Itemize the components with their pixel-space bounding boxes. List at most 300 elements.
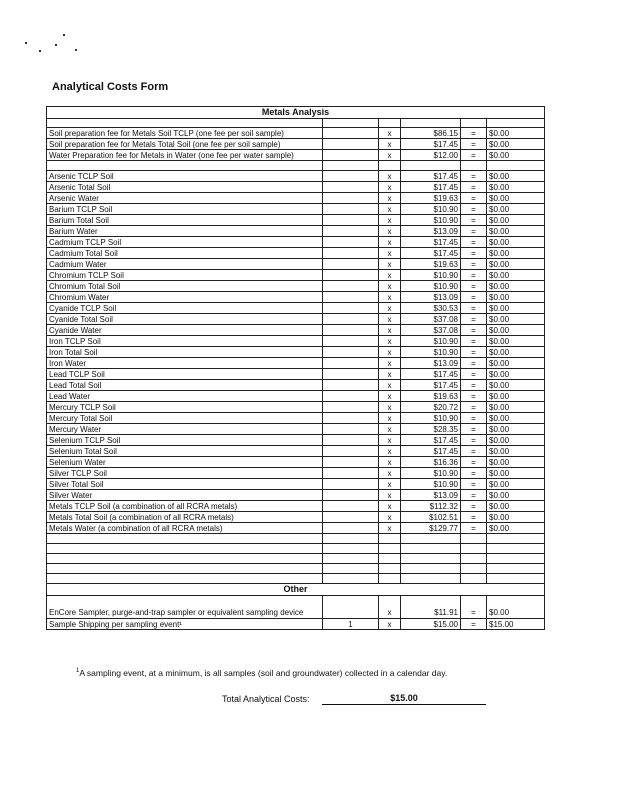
- equals-sign: =: [461, 435, 487, 446]
- quantity-cell: [323, 270, 379, 281]
- empty-cell: [401, 564, 461, 574]
- equals-sign: =: [461, 523, 487, 534]
- description-cell: Soil preparation fee for Metals Soil TCLP (one fee per soil sample): [47, 128, 323, 139]
- unit-price-cell: $10.90: [401, 413, 461, 424]
- empty-cell: [487, 161, 545, 171]
- line-total-cell: $0.00: [487, 391, 545, 402]
- quantity-cell: [323, 259, 379, 270]
- quantity-cell: [323, 490, 379, 501]
- line-total-cell: $0.00: [487, 446, 545, 457]
- multiply-sign: x: [379, 215, 401, 226]
- multiply-sign: x: [379, 391, 401, 402]
- quantity-cell: [323, 281, 379, 292]
- equals-sign: =: [461, 150, 487, 161]
- table-row: [47, 204, 545, 215]
- unit-price-cell: $10.90: [401, 204, 461, 215]
- equals-sign: =: [461, 182, 487, 193]
- empty-cell: [379, 544, 401, 554]
- unit-price-cell: $28.35: [401, 424, 461, 435]
- unit-price-cell: $10.90: [401, 468, 461, 479]
- quantity-cell: [323, 479, 379, 490]
- blank-row: [47, 564, 545, 574]
- unit-price-cell: $112.32: [401, 501, 461, 512]
- line-total-cell: $0.00: [487, 347, 545, 358]
- multiply-sign: x: [379, 150, 401, 161]
- description-cell: Silver Total Soil: [47, 479, 323, 490]
- equals-sign: =: [461, 413, 487, 424]
- multiply-sign: x: [379, 314, 401, 325]
- quantity-cell: [323, 369, 379, 380]
- line-total-cell: $0.00: [487, 193, 545, 204]
- table-row: [47, 446, 545, 457]
- multiply-sign: x: [379, 468, 401, 479]
- line-total-cell: $0.00: [487, 490, 545, 501]
- quantity-cell: [323, 413, 379, 424]
- line-total-cell: $15.00: [487, 619, 545, 630]
- table-row: [47, 281, 545, 292]
- empty-cell: [323, 544, 379, 554]
- equals-sign: =: [461, 446, 487, 457]
- description-cell: Sample Shipping per sampling event¹: [47, 619, 323, 630]
- line-total-cell: $0.00: [487, 424, 545, 435]
- empty-cell: [461, 554, 487, 564]
- analytical-costs-table: [46, 106, 545, 630]
- unit-price-cell: $11.91: [401, 596, 461, 619]
- blank-row: [47, 574, 545, 584]
- equals-sign: =: [461, 402, 487, 413]
- quantity-cell: [323, 204, 379, 215]
- description-cell: Cadmium Water: [47, 259, 323, 270]
- description-cell: Silver TCLP Soil: [47, 468, 323, 479]
- equals-sign: =: [461, 424, 487, 435]
- description-cell: Cyanide TCLP Soil: [47, 303, 323, 314]
- table-row: [47, 490, 545, 501]
- footnote-mark: 1: [76, 668, 80, 675]
- quantity-cell: [323, 193, 379, 204]
- quantity-cell: [323, 139, 379, 150]
- blank-row: [47, 544, 545, 554]
- empty-cell: [401, 534, 461, 544]
- line-total-cell: $0.00: [487, 270, 545, 281]
- empty-cell: [379, 554, 401, 564]
- multiply-sign: x: [379, 435, 401, 446]
- equals-sign: =: [461, 358, 487, 369]
- line-total-cell: $0.00: [487, 358, 545, 369]
- table-row: [47, 435, 545, 446]
- multiply-sign: x: [379, 139, 401, 150]
- description-cell: Lead TCLP Soil: [47, 369, 323, 380]
- line-total-cell: $0.00: [487, 435, 545, 446]
- unit-price-cell: $17.45: [401, 237, 461, 248]
- equals-sign: =: [461, 292, 487, 303]
- unit-price-cell: $10.90: [401, 336, 461, 347]
- unit-price-cell: $17.45: [401, 171, 461, 182]
- line-total-cell: $0.00: [487, 596, 545, 619]
- unit-price-cell: $86.15: [401, 128, 461, 139]
- line-total-cell: $0.00: [487, 215, 545, 226]
- unit-price-cell: $10.90: [401, 215, 461, 226]
- line-total-cell: $0.00: [487, 303, 545, 314]
- footnote-text: A sampling event, at a minimum, is all samples (soil and groundwater) collected in a calendar day.: [79, 668, 448, 678]
- unit-price-cell: $102.51: [401, 512, 461, 523]
- quantity-cell: [323, 150, 379, 161]
- table-body: [47, 107, 545, 630]
- multiply-sign: x: [379, 259, 401, 270]
- table-row: [47, 314, 545, 325]
- line-total-cell: $0.00: [487, 182, 545, 193]
- line-total-cell: $0.00: [487, 128, 545, 139]
- description-cell: Arsenic Total Soil: [47, 182, 323, 193]
- empty-cell: [461, 574, 487, 584]
- table-row: [47, 193, 545, 204]
- equals-sign: =: [461, 512, 487, 523]
- equals-sign: =: [461, 369, 487, 380]
- equals-sign: =: [461, 303, 487, 314]
- description-cell: Metals Total Soil (a combination of all RCRA metals): [47, 512, 323, 523]
- table-row: [47, 402, 545, 413]
- quantity-cell: [323, 446, 379, 457]
- table-row: [47, 347, 545, 358]
- multiply-sign: x: [379, 380, 401, 391]
- quantity-cell: [323, 512, 379, 523]
- metals-heading-row: [47, 107, 545, 119]
- line-total-cell: $0.00: [487, 523, 545, 534]
- equals-sign: =: [461, 215, 487, 226]
- empty-cell: [323, 161, 379, 171]
- equals-sign: =: [461, 281, 487, 292]
- description-cell: Arsenic Water: [47, 193, 323, 204]
- line-total-cell: $0.00: [487, 369, 545, 380]
- table-row: [47, 303, 545, 314]
- unit-price-cell: $30.53: [401, 303, 461, 314]
- quantity-cell: [323, 215, 379, 226]
- table-row: [47, 619, 545, 630]
- quantity-cell: 1: [323, 619, 379, 630]
- unit-price-cell: $10.90: [401, 270, 461, 281]
- description-cell: Selenium TCLP Soil: [47, 435, 323, 446]
- line-total-cell: $0.00: [487, 139, 545, 150]
- empty-cell: [379, 564, 401, 574]
- scan-artifact-dots: [25, 30, 85, 55]
- description-cell: Selenium Total Soil: [47, 446, 323, 457]
- equals-sign: =: [461, 259, 487, 270]
- line-total-cell: $0.00: [487, 402, 545, 413]
- table-row: [47, 226, 545, 237]
- description-cell: Arsenic TCLP Soil: [47, 171, 323, 182]
- quantity-cell: [323, 182, 379, 193]
- equals-sign: =: [461, 468, 487, 479]
- description-cell: Chromium Water: [47, 292, 323, 303]
- unit-price-cell: $10.90: [401, 281, 461, 292]
- multiply-sign: x: [379, 501, 401, 512]
- description-cell: Metals Water (a combination of all RCRA metals): [47, 523, 323, 534]
- empty-cell: [487, 564, 545, 574]
- equals-sign: =: [461, 596, 487, 619]
- multiply-sign: x: [379, 402, 401, 413]
- description-cell: Cyanide Total Soil: [47, 314, 323, 325]
- description-cell: Barium Water: [47, 226, 323, 237]
- table-row: [47, 215, 545, 226]
- equals-sign: =: [461, 128, 487, 139]
- description-cell: Lead Total Soil: [47, 380, 323, 391]
- multiply-sign: x: [379, 237, 401, 248]
- unit-price-cell: $17.45: [401, 139, 461, 150]
- description-cell: Cadmium TCLP Soil: [47, 237, 323, 248]
- equals-sign: =: [461, 193, 487, 204]
- table-row: [47, 523, 545, 534]
- line-total-cell: $0.00: [487, 468, 545, 479]
- description-cell: Lead Water: [47, 391, 323, 402]
- multiply-sign: x: [379, 619, 401, 630]
- equals-sign: =: [461, 479, 487, 490]
- table-row: [47, 358, 545, 369]
- line-total-cell: $0.00: [487, 171, 545, 182]
- table-row: [47, 325, 545, 336]
- equals-sign: =: [461, 270, 487, 281]
- table-row: [47, 248, 545, 259]
- metals-analysis-heading: Metals Analysis: [47, 107, 545, 119]
- table-row: [47, 380, 545, 391]
- line-total-cell: $0.00: [487, 248, 545, 259]
- line-total-cell: $0.00: [487, 413, 545, 424]
- multiply-sign: x: [379, 226, 401, 237]
- unit-price-cell: $17.45: [401, 380, 461, 391]
- multiply-sign: x: [379, 347, 401, 358]
- equals-sign: =: [461, 139, 487, 150]
- empty-cell: [461, 534, 487, 544]
- description-cell: Barium Total Soil: [47, 215, 323, 226]
- description-cell: Chromium TCLP Soil: [47, 270, 323, 281]
- other-heading: Other: [47, 584, 545, 596]
- description-cell: Cadmium Total Soil: [47, 248, 323, 259]
- unit-price-cell: $17.45: [401, 435, 461, 446]
- quantity-cell: [323, 226, 379, 237]
- multiply-sign: x: [379, 248, 401, 259]
- description-cell: Cyanide Water: [47, 325, 323, 336]
- description-cell: EnCore Sampler, purge-and-trap sampler or equivalent sampling device: [47, 596, 323, 619]
- equals-sign: =: [461, 391, 487, 402]
- empty-cell: [323, 119, 379, 128]
- empty-cell: [401, 161, 461, 171]
- description-cell: Barium TCLP Soil: [47, 204, 323, 215]
- quantity-cell: [323, 314, 379, 325]
- quantity-cell: [323, 435, 379, 446]
- blank-row: [47, 161, 545, 171]
- total-analytical-costs-value: $15.00: [322, 693, 486, 705]
- description-cell: Iron Water: [47, 358, 323, 369]
- empty-cell: [487, 534, 545, 544]
- quantity-cell: [323, 292, 379, 303]
- unit-price-cell: $13.09: [401, 358, 461, 369]
- equals-sign: =: [461, 380, 487, 391]
- description-cell: Mercury Water: [47, 424, 323, 435]
- empty-cell: [379, 574, 401, 584]
- line-total-cell: $0.00: [487, 479, 545, 490]
- line-total-cell: $0.00: [487, 314, 545, 325]
- empty-cell: [401, 119, 461, 128]
- empty-cell: [47, 574, 323, 584]
- description-cell: Chromium Total Soil: [47, 281, 323, 292]
- unit-price-cell: $17.45: [401, 369, 461, 380]
- multiply-sign: x: [379, 596, 401, 619]
- multiply-sign: x: [379, 457, 401, 468]
- equals-sign: =: [461, 314, 487, 325]
- line-total-cell: $0.00: [487, 281, 545, 292]
- table-row: [47, 413, 545, 424]
- empty-cell: [323, 534, 379, 544]
- unit-price-cell: $10.90: [401, 347, 461, 358]
- multiply-sign: x: [379, 292, 401, 303]
- empty-cell: [323, 564, 379, 574]
- line-total-cell: $0.00: [487, 501, 545, 512]
- unit-price-cell: $37.08: [401, 314, 461, 325]
- empty-cell: [487, 554, 545, 564]
- quantity-cell: [323, 457, 379, 468]
- equals-sign: =: [461, 237, 487, 248]
- table-row: [47, 171, 545, 182]
- quantity-cell: [323, 402, 379, 413]
- unit-price-cell: $17.45: [401, 182, 461, 193]
- quantity-cell: [323, 391, 379, 402]
- equals-sign: =: [461, 171, 487, 182]
- multiply-sign: x: [379, 446, 401, 457]
- multiply-sign: x: [379, 424, 401, 435]
- blank-row: [47, 119, 545, 128]
- multiply-sign: x: [379, 182, 401, 193]
- quantity-cell: [323, 380, 379, 391]
- table-row: [47, 512, 545, 523]
- blank-row: [47, 554, 545, 564]
- empty-cell: [47, 544, 323, 554]
- unit-price-cell: $16.36: [401, 457, 461, 468]
- table-row: [47, 150, 545, 161]
- equals-sign: =: [461, 248, 487, 259]
- blank-row: [47, 534, 545, 544]
- description-cell: Soil preparation fee for Metals Total Soil (one fee per soil sample): [47, 139, 323, 150]
- description-cell: Metals TCLP Soil (a combination of all RCRA metals): [47, 501, 323, 512]
- unit-price-cell: $20.72: [401, 402, 461, 413]
- empty-cell: [461, 119, 487, 128]
- quantity-cell: [323, 336, 379, 347]
- equals-sign: =: [461, 490, 487, 501]
- multiply-sign: x: [379, 303, 401, 314]
- quantity-cell: [323, 237, 379, 248]
- multiply-sign: x: [379, 128, 401, 139]
- table-row: [47, 259, 545, 270]
- equals-sign: =: [461, 325, 487, 336]
- quantity-cell: [323, 248, 379, 259]
- quantity-cell: [323, 468, 379, 479]
- quantity-cell: [323, 596, 379, 619]
- line-total-cell: $0.00: [487, 237, 545, 248]
- empty-cell: [401, 554, 461, 564]
- equals-sign: =: [461, 619, 487, 630]
- description-cell: Silver Water: [47, 490, 323, 501]
- table-row: [47, 596, 545, 619]
- multiply-sign: x: [379, 171, 401, 182]
- empty-cell: [487, 544, 545, 554]
- description-cell: Mercury Total Soil: [47, 413, 323, 424]
- table-row: [47, 128, 545, 139]
- line-total-cell: $0.00: [487, 336, 545, 347]
- description-cell: Mercury TCLP Soil: [47, 402, 323, 413]
- table-row: [47, 139, 545, 150]
- description-cell: Iron TCLP Soil: [47, 336, 323, 347]
- multiply-sign: x: [379, 336, 401, 347]
- empty-cell: [379, 534, 401, 544]
- quantity-cell: [323, 128, 379, 139]
- equals-sign: =: [461, 501, 487, 512]
- multiply-sign: x: [379, 523, 401, 534]
- quantity-cell: [323, 171, 379, 182]
- equals-sign: =: [461, 226, 487, 237]
- table-row: [47, 237, 545, 248]
- unit-price-cell: $19.63: [401, 193, 461, 204]
- description-cell: Iron Total Soil: [47, 347, 323, 358]
- multiply-sign: x: [379, 479, 401, 490]
- empty-cell: [323, 554, 379, 564]
- multiply-sign: x: [379, 369, 401, 380]
- unit-price-cell: $15.00: [401, 619, 461, 630]
- empty-cell: [461, 161, 487, 171]
- table-row: [47, 270, 545, 281]
- line-total-cell: $0.00: [487, 380, 545, 391]
- multiply-sign: x: [379, 413, 401, 424]
- multiply-sign: x: [379, 193, 401, 204]
- multiply-sign: x: [379, 204, 401, 215]
- line-total-cell: $0.00: [487, 204, 545, 215]
- unit-price-cell: $13.09: [401, 490, 461, 501]
- empty-cell: [401, 574, 461, 584]
- quantity-cell: [323, 325, 379, 336]
- unit-price-cell: $12.00: [401, 150, 461, 161]
- unit-price-cell: $129.77: [401, 523, 461, 534]
- table-row: [47, 479, 545, 490]
- empty-cell: [47, 564, 323, 574]
- quantity-cell: [323, 358, 379, 369]
- multiply-sign: x: [379, 512, 401, 523]
- line-total-cell: $0.00: [487, 259, 545, 270]
- empty-cell: [47, 119, 323, 128]
- empty-cell: [323, 574, 379, 584]
- line-total-cell: $0.00: [487, 226, 545, 237]
- equals-sign: =: [461, 347, 487, 358]
- other-heading-row: [47, 584, 545, 596]
- table-row: [47, 292, 545, 303]
- unit-price-cell: $19.63: [401, 259, 461, 270]
- empty-cell: [487, 574, 545, 584]
- multiply-sign: x: [379, 490, 401, 501]
- empty-cell: [461, 564, 487, 574]
- unit-price-cell: $17.45: [401, 446, 461, 457]
- empty-cell: [487, 119, 545, 128]
- quantity-cell: [323, 424, 379, 435]
- unit-price-cell: $19.63: [401, 391, 461, 402]
- line-total-cell: $0.00: [487, 457, 545, 468]
- table-row: [47, 369, 545, 380]
- multiply-sign: x: [379, 270, 401, 281]
- footnote: [76, 668, 447, 678]
- unit-price-cell: $13.09: [401, 292, 461, 303]
- table-row: [47, 457, 545, 468]
- line-total-cell: $0.00: [487, 150, 545, 161]
- multiply-sign: x: [379, 281, 401, 292]
- empty-cell: [461, 544, 487, 554]
- empty-cell: [47, 554, 323, 564]
- form-title: Analytical Costs Form: [52, 81, 169, 93]
- quantity-cell: [323, 523, 379, 534]
- multiply-sign: x: [379, 325, 401, 336]
